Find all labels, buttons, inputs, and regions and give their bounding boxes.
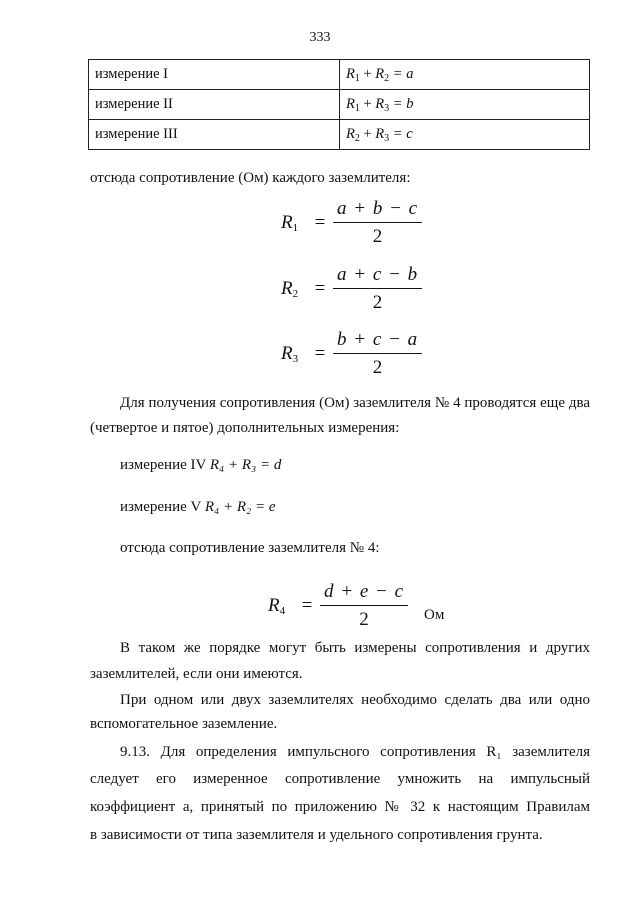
measurement-table — [88, 59, 590, 150]
para3-line2: вспомогательное заземление. — [90, 716, 278, 732]
table-cell-equation: $R_1 + R_2 = a$ — [340, 60, 590, 90]
para4-line4: в зависимости от типа заземлителя и удельного сопротивления грунта. — [90, 827, 543, 843]
para1-line2: (четвертое и пятое) дополнительных измерения: — [90, 420, 400, 436]
intro-text: отсюда сопротивление (Ом) каждого заземлителя: — [90, 170, 411, 186]
formula-r3: $R_3$ = $\frac{b + c - a}{2}$ — [281, 329, 422, 379]
measurement-v: измерение V R₄ + R₂ = e — [120, 499, 276, 515]
measurement-iv: измерение IV R₄ + R₃ = d — [120, 457, 282, 473]
para3-line1: При одном или двух заземлителях необходимо сделать два или одно — [120, 692, 590, 708]
formula-r1: $R_1$ = $\frac{a + b - c}{2}$ — [281, 198, 422, 248]
table-cell-label: измерение II — [89, 90, 340, 120]
table-row — [89, 60, 590, 90]
para2-line1: В таком же порядке могут быть измерены сопротивления и других — [120, 640, 590, 656]
para4-line2: следует его измеренное сопротивление умножить на импульсный — [90, 771, 590, 787]
formula-r2: $R_2$ = $\frac{a + c - b}{2}$ — [281, 264, 422, 314]
table-cell-equation: $R_2 + R_3 = c$ — [340, 120, 590, 150]
table-row — [89, 120, 590, 150]
table-cell-label: измерение III — [89, 120, 340, 150]
page-number: 333 — [309, 30, 331, 45]
unit-label: Ом — [424, 606, 445, 623]
para1-line1: Для получения сопротивления (Ом) заземлителя № 4 проводятся еще два — [120, 395, 590, 411]
para2-line2: заземлителей, если они имеются. — [90, 666, 303, 682]
table-row — [89, 90, 590, 120]
formula-r4: $R_4$ = $\frac{d + e - c}{2}$ Ом — [268, 581, 445, 630]
intro4-text: отсюда сопротивление заземлителя № 4: — [120, 540, 380, 556]
table-cell-label: измерение I — [89, 60, 340, 90]
table-cell-equation: $R_1 + R_3 = b$ — [340, 90, 590, 120]
para4-line3: коэффициент а, принятый по приложению № 32 к настоящим Правилам — [90, 799, 590, 815]
para4-line1: 9.13. Для определения импульсного сопротивления R₁ заземлителя — [120, 744, 590, 760]
